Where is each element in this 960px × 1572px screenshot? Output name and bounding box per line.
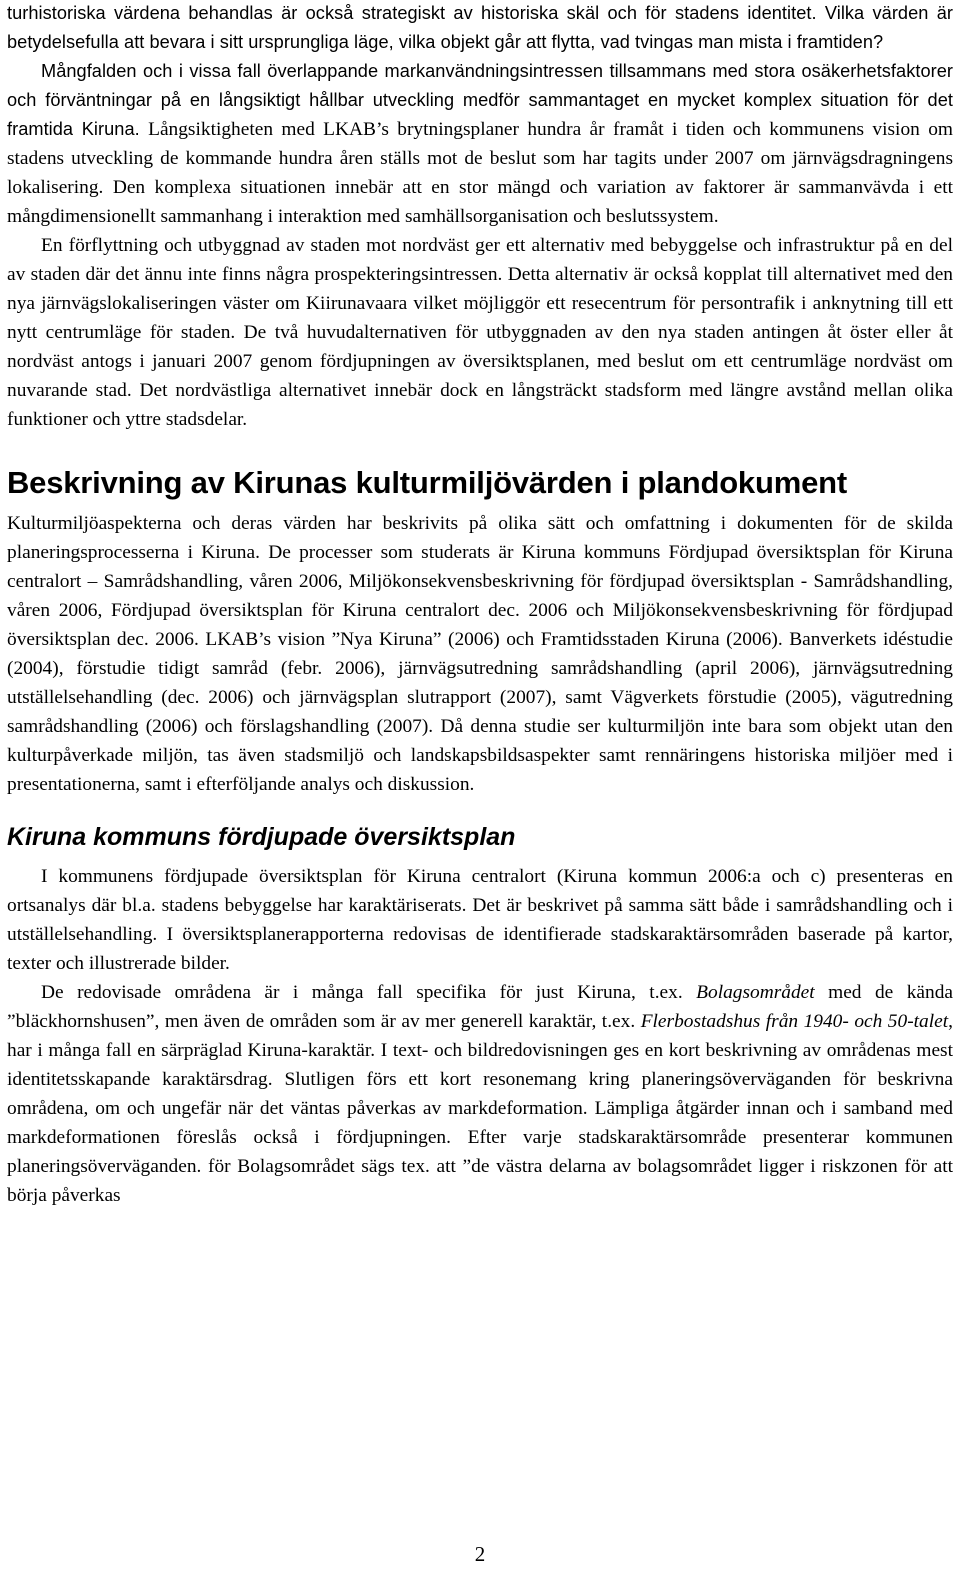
paragraph-ortsanalys-text: I kommunens fördjupade översiktsplan för Kiruna centralort (Kiruna kommun 2006:a och c) presenteras en ortsanalys där bl.a. stadens bebyggelse har karaktäriserats. Det är beskrivet på samma sätt både i samrådshandling och i utställelsehandling. I översiktsplanerapporterna redovisas de identifierade stadskaraktärsområden baserade på kartor, texter och illustrerade bilder. (7, 866, 953, 974)
paragraph-forflyttning-text: En förflyttning och utbyggnad av staden mot nordväst ger ett alternativ med bebyggelse och infrastruktur på en del av staden där det ännu inte finns några prospekteringsintressen. Detta alternativ är också kopplat till alternativet med den nya järnvägslokaliseringen väster om Kiirunavaara vilket möjliggör ett resecentrum för persontrafik i anknytning till ett nytt centrumläge för staden. De två huvudalternativen för utbyggnaden av den nya staden antingen åt öster eller åt nordväst antogs i januari 2007 genom fördjupningen av översiktsplanen, med beslut om ett centrumläge nordväst om nuvarande stad. Det nordvästliga alternativet innebär dock en långsträckt stadsform med längre avstånd mellan olika funktioner och yttre stadsdelar. (7, 235, 953, 430)
document-page (7, 0, 953, 1210)
paragraph-redovisade-omraden-text-2: med de kända ”bläckhornshusen”, men även de områden som är av mer generell karaktär, t.ex. (7, 982, 954, 1032)
paragraph-redovisade-omraden-text-1: De redovisade områdena är i många fall specifika för just Kiruna, t.ex. (41, 982, 697, 1003)
page-number: 2 (474, 1542, 486, 1566)
term-flerbostadshus: Flerbostadshus från 1940- och 50-talet (640, 1011, 949, 1032)
intro-text: turhistoriska värdena behandlas är också strategiskt av historiska skäl och för stadens identitet. Vilka värden är betydelsefulla att bevara i sitt ursprungliga läge, vilka objekt går att flytta, vad tvingas man mista i framtiden? (7, 3, 953, 52)
paragraph-forflyttning (7, 231, 953, 434)
paragraph-kulturmiljoaspekter-text: Kulturmiljöaspekterna och deras värden har beskrivits på olika sätt och omfattning i dokumenten för de skilda planeringsprocesserna i Kiruna. De processer som studerats är Kiruna kommuns Fördjupad översiktsplan för Kiruna centralort – Samrådshandling, våren 2006, Miljökonsekvensbeskrivning för fördjupad översiktsplan - Samrådshandling, våren 2006, Fördjupad översiktsplan för Kiruna centralort dec. 2006 och Miljökonsekvensbeskrivning för fördjupad översiktsplan dec. 2006. LKAB’s vision ”Nya Kiruna” (2006) och Framtidsstaden Kiruna (2006). Banverkets idéstudie (2004), förstudie tidigt samråd (febr. 2006), järnvägsutredning samrådshandling (april 2006), järnvägsutredning utställelsehandling (dec. 2006) och järnvägsplan slutrapport (2007), samt Vägverkets förstudie (2005), vägutredning samrådshandling (2006) och förslagshandling (2007). Då denna studie ser kulturmiljön inte bara som objekt utan den kulturpåverkade miljön, tas även stadsmiljö och landskapsbildsaspekter samt rennäringens historiska miljöer med i presentationerna, samt i efterföljande analys och diskussion. (7, 513, 953, 795)
section-heading-fordjupade-oversiktsplan: Kiruna kommuns fördjupade översiktsplan (7, 823, 516, 851)
paragraph-ortsanalys (7, 862, 953, 978)
paragraph-markanvandning-serif-text: Långsiktigheten med LKAB’s brytningsplaner hundra år framåt i tiden och kommunens vision om stadens utveckling de kommande hundra åren ställs mot de beslut som har tagits under 2007 om järnvägsdragningens lokalisering. Den komplexa situationen innebär att en stor mängd och variation av faktorer är sammanvävda i ett mångdimensionellt sammanhang i interaktion med samhällsorganisation och beslutssystem. (7, 119, 953, 227)
intro-paragraph (7, 0, 953, 57)
term-bolagsomradet: Bolagsområdet (696, 982, 815, 1003)
paragraph-markanvandning-sans-text: Mångfalden och i vissa fall överlappande markanvändningsintressen tillsammans med stora osäkerhetsfaktorer och förväntningar på en långsiktigt hållbar utveckling medför sammantaget en mycket komplex situation för det framtida Kiruna. (7, 61, 953, 139)
paragraph-redovisade-omraden-text-3: , har i många fall en särpräglad Kiruna-karaktär. I text- och bildredovisningen ges en kort beskrivning av områdenas mest identitetsskapande karaktärsdrag. Slutligen förs ett kort resonemang kring planeringsöverväganden för beskrivna områdena, om och ungefär när det väntas påverkas av markdeformation. Lämpliga åtgärder innan och i samband med markdeformationen föreslås också i fördjupningen. Efter varje stadskaraktärsområde presenterar kommunen planeringsöverväganden. för Bolagsområdet sägs tex. att ”de västra delarna av bolagsområdet ligger i riskzonen för att börja påverkas (7, 1011, 953, 1206)
paragraph-markanvandning (7, 57, 953, 231)
paragraph-redovisade-omraden (7, 978, 953, 1210)
section-heading-kulturmiljovarden: Beskrivning av Kirunas kulturmiljövärden i plandokument (7, 465, 847, 500)
paragraph-kulturmiljoaspekter (7, 509, 953, 799)
